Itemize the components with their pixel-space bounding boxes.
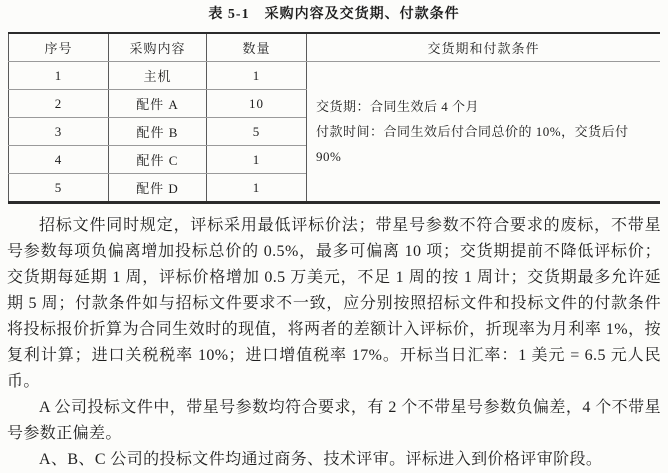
col-header-conditions: 交货期和付款条件 bbox=[307, 33, 661, 62]
cell-qty: 10 bbox=[207, 90, 307, 118]
cell-item: 主机 bbox=[109, 62, 207, 90]
cell-item: 配件 B bbox=[109, 118, 207, 146]
cell-qty: 5 bbox=[207, 118, 307, 146]
delivery-term-line: 交货期：合同生效后 4 个月 bbox=[316, 99, 480, 114]
delivery-payment-cell bbox=[307, 62, 661, 203]
cell-no: 2 bbox=[9, 90, 109, 118]
cell-no: 4 bbox=[9, 146, 109, 174]
cell-no: 1 bbox=[9, 62, 109, 90]
paragraph-company-a-deviations: A 公司投标文件中，带星号参数均符合要求，有 2 个不带星号参数负偏差，4 个不带星号参数正偏差。 bbox=[7, 399, 661, 442]
cell-qty: 1 bbox=[207, 174, 307, 203]
cell-item: 配件 C bbox=[109, 146, 207, 174]
cell-item: 配件 A bbox=[109, 90, 207, 118]
payment-term-line: 付款时间：合同生效后付合同总价的 10%，交货后付 90% bbox=[316, 124, 629, 164]
cell-no: 3 bbox=[9, 118, 109, 146]
cell-no: 5 bbox=[9, 174, 109, 203]
col-header-item: 采购内容 bbox=[109, 33, 207, 62]
paragraph-bidding-rules: 招标文件同时规定，评标采用最低评标价法；带星号参数不符合要求的废标，不带星号参数每项负偏离增加投标总价的 0.5%，最多可偏离 10 项；交货期提前不降低评标价；交货期每延期 1 周，评标价格增加 0.5 万美元，不足 1 周的按 1 周计；交货期最多允许延期 5 周；付款条件如与招标文件要求不一致，应分别按照招标文件和投标文件的付款条件将投标报价折算为合同生效时的现值，将两者的差额计入评标价，折现率为月利率 1%，按复利计算；进口关税税率 10%；进口增值税率 17%。开标当日汇率：1 美元 = 6.5 元人民币。 bbox=[7, 217, 661, 390]
table-header-row bbox=[9, 33, 661, 62]
cell-qty: 1 bbox=[207, 62, 307, 90]
cell-item: 配件 D bbox=[109, 174, 207, 203]
procurement-table bbox=[8, 32, 660, 204]
table-row bbox=[9, 62, 661, 90]
cell-qty: 1 bbox=[207, 146, 307, 174]
body-text bbox=[6, 213, 662, 473]
col-header-no: 序号 bbox=[9, 33, 109, 62]
table-title: 表 5-1 采购内容及交货期、付款条件 bbox=[208, 7, 460, 22]
col-header-qty: 数量 bbox=[207, 33, 307, 62]
paragraph-review-status: A、B、C 公司的投标文件均通过商务、技术评审。评标进入到价格评审阶段。 bbox=[39, 451, 603, 468]
